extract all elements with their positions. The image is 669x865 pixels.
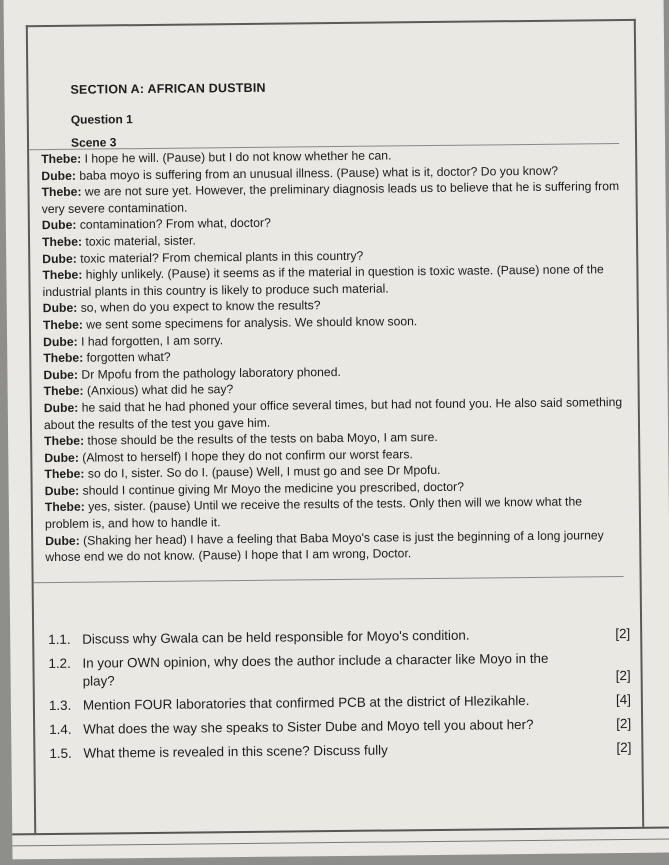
stage-direction: (Shaking her head) — [83, 532, 187, 548]
speaker-name: Dube: — [43, 400, 79, 415]
question-label: Question 1 — [70, 112, 133, 127]
speaker-name: Dube: — [44, 450, 79, 465]
question-number: 1.5. — [49, 745, 72, 762]
stage-direction: (Anxious) — [86, 383, 139, 398]
speaker-name: Thebe: — [43, 350, 84, 366]
question-text: What does the way she speaks to Sister Dube and Moyo tell you about her? — [83, 716, 534, 737]
scene-label: Scene 3 — [70, 135, 117, 150]
dialogue-text: toxic material, sister. — [85, 233, 196, 249]
dialogue-text: I have a feeling that Baba Moyo's case is just the beginning of a long journey whose end we do not know. (Pause) I hope that I am wrong, Doctor. — [45, 527, 604, 565]
question-text: In your OWN opinion, why does the author include a character like Moyo in the play? — [82, 650, 549, 689]
dialogue-text: so, when do you expect to know the results? — [80, 298, 321, 316]
question-marks: [2] — [615, 667, 631, 684]
dialogue-text: we sent some specimens for analysis. We should know soon. — [86, 314, 418, 332]
speaker-name: Dube: — [42, 251, 77, 266]
speaker-name: Dube: — [45, 533, 80, 548]
question-marks: [2] — [615, 625, 631, 642]
speaker-name: Dube: — [41, 168, 76, 183]
speaker-name: Thebe: — [42, 267, 83, 283]
dialogue-line — [45, 527, 625, 566]
dialogue-text: Dr Mpofu from the pathology laboratory phoned. — [81, 364, 341, 382]
section-title: SECTION A: AFRICAN DUSTBIN — [70, 80, 266, 97]
speaker-name: Thebe: — [44, 500, 85, 515]
question-marks: [2] — [616, 739, 632, 756]
paper-sheet — [4, 0, 669, 859]
dialogue-text: what did he say? — [138, 382, 234, 398]
dialogue-text: I had forgotten, I am sorry. — [80, 332, 224, 349]
speaker-name: Thebe: — [41, 184, 82, 200]
speaker-name: Thebe: — [43, 383, 84, 399]
speaker-name: Dube: — [43, 334, 78, 349]
question-number: 1.3. — [48, 697, 72, 714]
dialogue-text: forgotten what? — [86, 349, 171, 365]
questions-list — [48, 625, 635, 769]
speaker-name: Thebe: — [42, 317, 83, 333]
dialogue-text: we are not sure yet. However, the preliminary diagnosis leads us to believe that he is suffering from very severe contamination. — [41, 179, 620, 216]
dialogue-text: those should be the results of the tests on baba Moyo, I am sure. — [87, 430, 438, 448]
question-marks: [4] — [615, 691, 631, 708]
question-item — [49, 691, 635, 715]
speaker-name: Thebe: — [44, 466, 85, 482]
question-item — [49, 739, 635, 763]
question-text: What theme is revealed in this scene? Discuss fully — [83, 742, 388, 761]
dialogue-text: he said that he had phoned your office several times, but had not found you. He also said something about the results of the test you gave him. — [43, 394, 623, 432]
dialogue-text: should I continue giving Mr Moyo the medicine you prescribed, doctor? — [82, 479, 465, 498]
speaker-name: Dube: — [42, 301, 78, 316]
dialogue-text: yes, sister. (pause) Until we receive the results of the tests. Only then will we know what the problem is, and how to handle it. — [44, 494, 583, 532]
dialogue-text: contamination? From what, doctor? — [79, 216, 271, 233]
speaker-name: Dube: — [43, 367, 79, 382]
speaker-name: Dube: — [44, 483, 80, 498]
question-text: Mention FOUR laboratories that confirmed PCB at the district of Hlezikahle. — [82, 693, 530, 713]
question-text: Discuss why Gwala can be held responsible for Moyo's condition. — [82, 627, 470, 647]
dialogue-text: I hope he will. (Pause) but I do not know whether he can. — [84, 148, 392, 166]
page-bottom-rule-secondary — [12, 839, 669, 847]
question-item — [49, 715, 635, 739]
dialogue-text: baba moyo is suffering from an unusual illness. (Pause) what is it, doctor? Do you know? — [79, 163, 559, 183]
dialogue-text: toxic material? From chemical plants in this country? — [80, 248, 364, 266]
question-item — [48, 649, 634, 691]
speaker-name: Dube: — [41, 218, 77, 233]
dialogue-text: highly unlikely. (Pause) it seems as if the material in question is toxic waste. (Pause) none of the industrial plants in this country is likely to produce such material. — [42, 262, 604, 299]
speaker-name: Thebe: — [41, 234, 83, 250]
question-number: 1.4. — [49, 721, 72, 738]
question-number: 1.2. — [48, 655, 71, 672]
question-number: 1.1. — [48, 631, 71, 648]
speaker-name: Thebe: — [41, 151, 82, 167]
stage-direction: (Almost to herself) — [82, 449, 182, 465]
dialogue-text: I hope they do not confirm our worst fears. — [181, 446, 413, 464]
dialogue-extract — [41, 145, 625, 566]
speaker-name: Thebe: — [44, 433, 85, 449]
dialogue-text: so do I, sister. So do I. (pause) Well, I must go and see Dr Mpofu. — [87, 463, 441, 481]
question-marks: [2] — [616, 715, 632, 732]
